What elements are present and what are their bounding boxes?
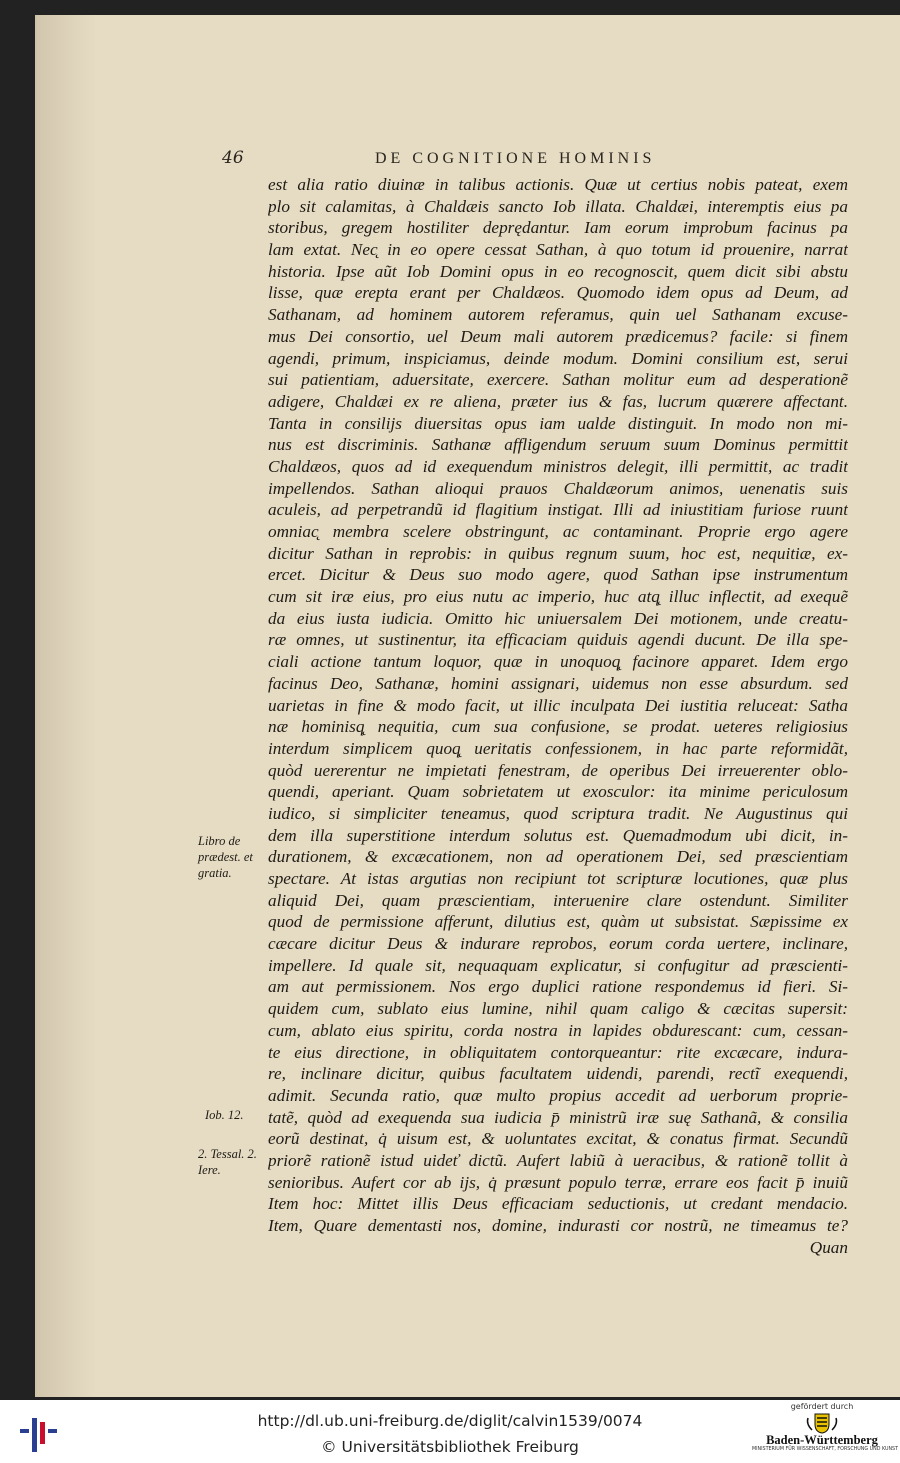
text-line: lam extat. Nec̨ in eo opere cessat Sathan, à quo totum id prouenire, narrat	[268, 240, 848, 260]
text-line: historia. Ipse aũt Iob Domini opus in eo recognoscit, quem dicit sibi abstu	[268, 261, 848, 281]
text-line: Item, Quare dementasti nos, domine, indurasti cor nostrũ, ne timeamus te?	[268, 1216, 848, 1235]
margin-note-line: Iob. 12.	[205, 1108, 244, 1122]
text-line: durationem, & excæcationem, non ad operationem Dei, sed præscientiam	[268, 847, 848, 867]
text-line: cæcare dicitur Deus & indurare reprobos, eorum corda uertere, inclinare,	[268, 934, 848, 954]
sponsor-label: gefördert durch	[790, 1402, 854, 1411]
text-line: est alia ratio diuinæ in talibus actionis. Quæ ut certius nobis pateat, exem	[268, 175, 848, 194]
margin-note-line: Iere.	[198, 1163, 221, 1177]
text-line: tatẽ, quòd ad exequenda sua iudicia p̄ ministrũ iræ suę Sathanã, & consilia	[268, 1107, 848, 1127]
text-line: lisse, quæ erepta erant per Chaldæos. Quomodo idem opus ad Deum, ad	[268, 283, 848, 303]
text-line: Item hoc: Mittet illis Deus efficaciam seductionis, ut credant mendacio.	[268, 1194, 848, 1214]
text-line: adigere, Chaldæi ex re aliena, præter ius & fas, lucrum quærere affectant.	[268, 391, 848, 411]
text-line: nus est discriminis. Sathanæ affligendum seruum suum Dominus permittit	[268, 435, 848, 455]
text-line: cum, ablato eius spiritu, corda nostra in lapides obdurescant: cum, cessan-	[268, 1020, 848, 1040]
running-title: DE COGNITIONE HOMINIS	[375, 150, 656, 167]
text-line: impellere. Id quale sit, nequaquam explicatur, si confugitur ad præscienti-	[268, 955, 848, 975]
text-line: quidem cum, sublato eius lumine, nihil quam caligo & cæcitas supersit:	[268, 999, 848, 1019]
margin-note-augustine	[198, 833, 253, 881]
text-line: adimit. Secunda ratio, quæ multo propius accedit ad uerborum proprie-	[268, 1085, 848, 1105]
text-line: sui patientiam, aduersitate, exercere. Sathan molitur eum ad desperationẽ	[268, 370, 848, 390]
text-line: Tanta in consilijs diuersitas opus iam ualde distinguit. In modo non mi-	[268, 413, 848, 433]
margin-note-line: prædest. et	[198, 850, 253, 864]
text-line: quòd uererentur ne impietati fenestram, de operibus Dei irreuerenter oblo-	[268, 760, 848, 780]
page-gutter-shadow	[37, 15, 97, 1397]
text-line: ciali actione tantum loquor, quæ in unoquoq̨ facinore apparet. Idem ergo	[268, 652, 848, 672]
text-line: facinus Deo, Sathanæ, homini assignari, uidemus non esse absurdum. sed	[268, 673, 848, 693]
text-line: Quan	[809, 1237, 848, 1257]
page-number: 46	[222, 148, 244, 168]
margin-note-line: 2. Tessal. 2.	[198, 1147, 257, 1161]
margin-note-line: Libro de	[198, 834, 241, 848]
margin-note-line: gratia.	[198, 866, 232, 880]
sponsor-ministry: MINISTERIUM FÜR WISSENSCHAFT, FORSCHUNG UND KUNST	[752, 1447, 899, 1452]
text-line: iudico, si simpliciter teneamus, quod scriptura tradit. Ne Augustinus qui	[268, 803, 848, 823]
text-line: quendi, aperiant. Quam sobrietatem ut exosculor: ita minime periculosum	[268, 782, 848, 802]
text-line: Chaldæos, quos ad id exequendum ministros delegit, illi permittit, ac tradit	[268, 456, 848, 476]
body-text	[268, 174, 848, 1258]
text-line: interdum simplicem quoq̨ ueritatis confessionem, in hac parte reformidãt,	[268, 738, 848, 758]
text-line: dicitur Sathan in reprobis: in quibus regnum suum, hoc est, nequitiæ, ex-	[268, 543, 848, 563]
text-line: storibus, gregem hostiliter deprędantur. Iam eorum improbum facinus pa	[268, 218, 848, 238]
text-line: priorẽ rationẽ istud uideť dictũ. Aufert labiũ à ueracibus, & rationẽ tollit à	[268, 1150, 848, 1170]
text-line: aliquid Dei, quam præscientiam, interuenire clare ostendunt. Similiter	[268, 890, 848, 910]
viewer-footer	[0, 1400, 900, 1463]
margin-note-tessal	[198, 1146, 257, 1178]
text-line: te eius directione, in obliquitatem contorqueantur: rite excæcare, indura-	[268, 1042, 848, 1062]
permalink-url[interactable]: http://dl.ub.uni-freiburg.de/diglit/calvin1539/0074	[257, 1412, 643, 1430]
text-line: quod de permissione afferunt, dilutius est, quàm ut subsistat. Sæpissime ex	[268, 912, 848, 932]
text-line: uarietas in fine & modo facit, ut illic inculpata Dei iustitia reluceat: Satha	[268, 695, 848, 715]
text-line: agendi, primum, inspiciamus, deinde modum. Domini consilium est, serui	[268, 348, 848, 368]
text-line: eorũ destinat, q̇ uisum est, & uoluntates excitat, & conatus firmat. Secundũ	[268, 1129, 848, 1149]
text-line: aculeis, ad perpetrandũ id flagitium instigat. Illi ad iniustitiam furiose ruunt	[268, 500, 848, 520]
margin-note-iob	[205, 1107, 244, 1123]
text-line: cum sit iræ eius, pro eius nutu ac imperio, huc atq̨ illuc inflectit, ad exequẽ	[268, 587, 848, 607]
text-line: næ hominisq̨ nequitia, cum sua confusione, se prodat. ueteres religiosius	[268, 717, 848, 737]
sponsor-name: Baden-Württemberg	[766, 1433, 878, 1447]
copyright-notice: © Universitätsbibliothek Freiburg	[321, 1438, 579, 1456]
text-line: re, inclinare dicitur, quibus facultatem uidendi, parendi, rectĩ exequendi,	[268, 1064, 848, 1084]
coat-of-arms-icon	[805, 1412, 839, 1434]
sponsor-badge	[752, 1402, 899, 1460]
text-line: dem illa superstitione interdum solutus est. Quemadmodum ubi dicit, in-	[268, 825, 848, 845]
text-line: ercet. Dicitur & Deus suo modo agere, quod Sathan ipse instrumentum	[268, 565, 848, 585]
text-line: senioribus. Aufert cor ab ijs, q̇ præsunt populo terræ, errare eos facit p̄ inuiũ	[268, 1172, 848, 1192]
text-line: ræ omnes, ut sustinentur, ita efficaciam quiduis agendi ducunt. De illa spe-	[268, 630, 848, 650]
text-line: mus Dei consortio, uel Deum mali autorem prædicemus? facile: si finem	[268, 326, 848, 346]
text-line: Sathanam, ad hominem autorem referamus, quin uel Sathanam excuse-	[268, 305, 848, 325]
running-head	[222, 148, 822, 172]
text-line: plo sit calamitas, à Chaldæis sancto Iob illata. Chaldæi, interemptis eius pa	[268, 196, 848, 216]
text-line: spectare. At istas argutias non recipiunt tot scripturæ locutiones, quæ plus	[268, 869, 848, 888]
text-line: omniac̨ membra scelere obstringunt, ac contaminant. Proprie ergo agere	[268, 522, 848, 541]
text-line: am aut permissionem. Nos ergo duplici ratione respondemus id fieri. Si-	[268, 977, 848, 997]
text-line: impellendos. Sathan alioqui prauos Chaldæorum animos, uenenatis suis	[268, 478, 848, 498]
text-line: da eius iusta iudicia. Omitto hic uniuersalem Dei motionem, unde creatu-	[268, 608, 848, 628]
